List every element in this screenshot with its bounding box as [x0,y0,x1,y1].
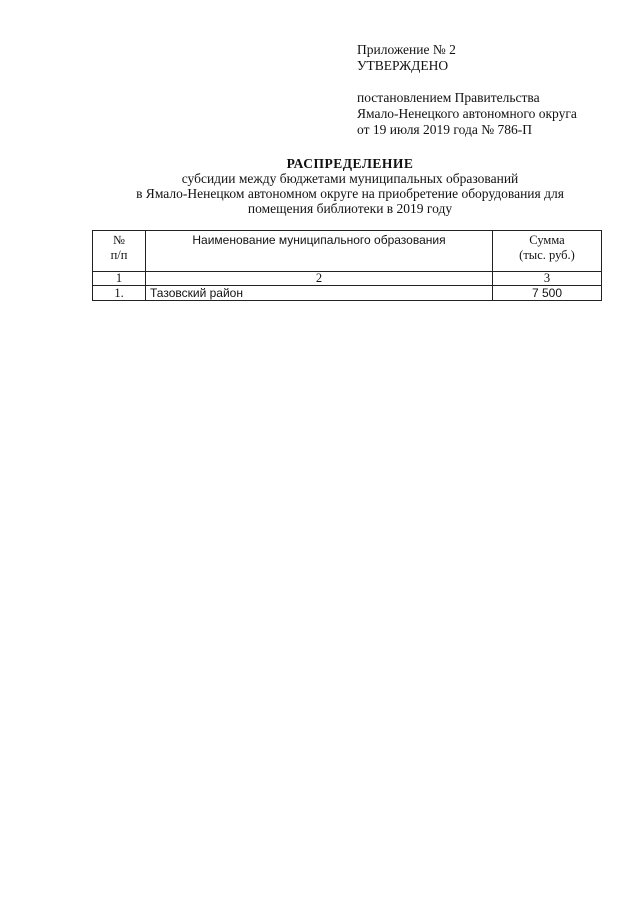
document-subtitle-1: субсидии между бюджетами муниципальных образований [181,171,519,186]
column-index-3: 3 [493,272,602,286]
table-row [93,286,602,301]
column-index-1: 1 [93,272,146,286]
row-sum: 7 500 [493,286,602,301]
approval-line-3: от 19 июля 2019 года № 786-П [357,122,532,137]
header-municipality: Наименование муниципального образования [146,231,493,272]
header-sum-top: Сумма [529,233,565,247]
document-title: РАСПРЕДЕЛЕНИЕ [286,156,414,171]
approval-line-2: Ямало-Ненецкого автономного округа [357,106,577,121]
approval-line-1: постановлением Правительства [357,90,540,105]
distribution-table [92,230,602,301]
column-index-row [93,272,602,286]
table-header-row [93,231,602,272]
document-subtitle-2: в Ямало-Ненецком автономном округе на приобретение оборудования для [136,186,564,201]
column-index-2: 2 [146,272,493,286]
document-subtitle-3: помещения библиотеки в 2019 году [247,201,453,216]
document-heading [80,156,620,216]
header-number-top: № [113,233,125,247]
header-sum-bottom: (тыс. руб.) [519,248,575,262]
row-municipality: Тазовский район [146,286,493,301]
appendix-label: Приложение № 2 [357,42,456,57]
approval-block [357,42,577,138]
header-number [93,231,146,272]
header-sum [493,231,602,272]
row-number: 1. [93,286,146,301]
approved-label: УТВЕРЖДЕНО [357,58,449,73]
header-number-bottom: п/п [110,248,128,262]
